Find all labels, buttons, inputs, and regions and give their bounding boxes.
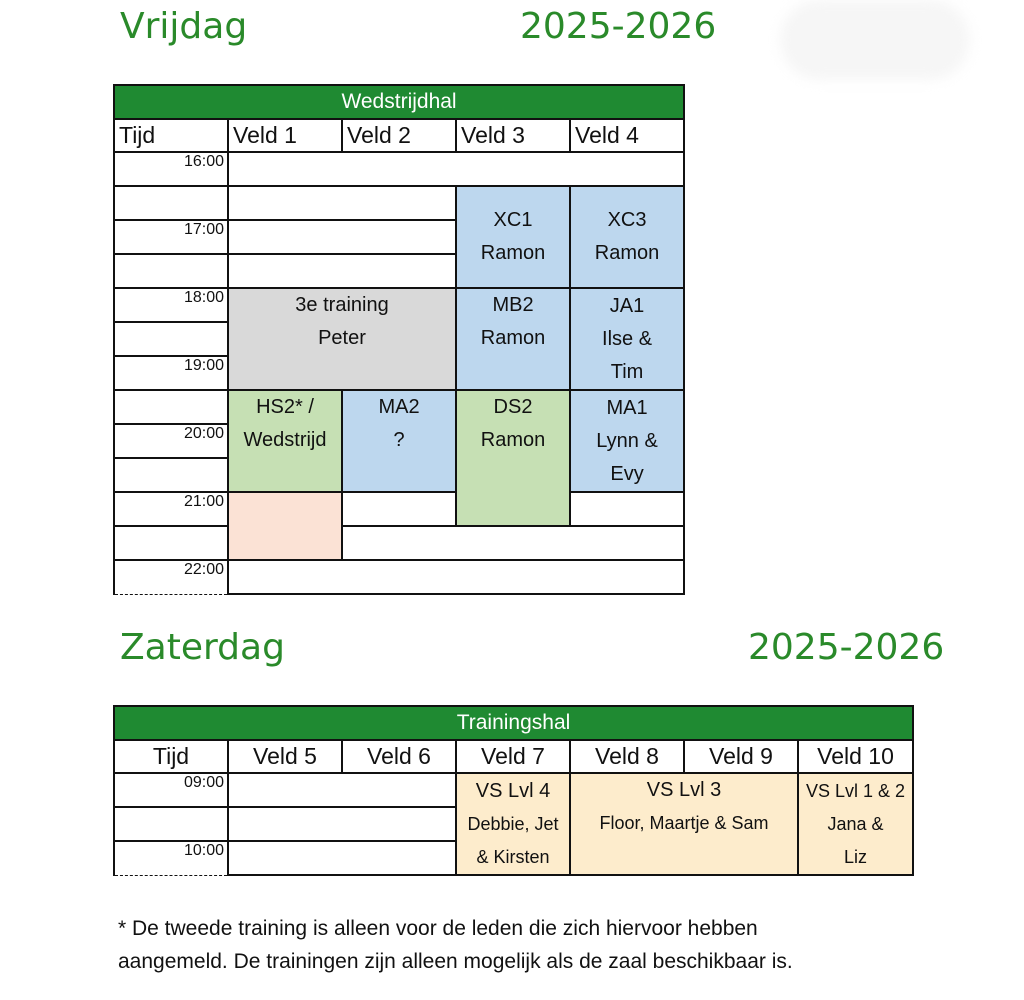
time-label: 21:00 — [114, 492, 228, 526]
col-veld-6: Veld 6 — [342, 740, 456, 773]
time-label: 17:00 — [114, 220, 228, 254]
time-label — [114, 390, 228, 424]
block-hs2-note: Wedstrijd — [243, 429, 327, 451]
friday-season: 2025-2026 — [520, 6, 717, 47]
empty-slot — [342, 526, 684, 560]
block-vs-lvl-3-group: VS Lvl 3 — [646, 779, 722, 801]
time-label: 09:00 — [114, 773, 228, 807]
hall-title-trainingshal: Trainingshal — [114, 706, 913, 740]
saturday-season: 2025-2026 — [748, 627, 945, 668]
block-ds2-trainer: Ramon — [480, 429, 546, 451]
block-ma1-trainer-2: Evy — [610, 462, 644, 485]
col-veld-5: Veld 5 — [228, 740, 342, 773]
block-ds2 — [456, 390, 570, 526]
time-label: 16:00 — [114, 152, 228, 186]
col-tijd: Tijd — [114, 740, 228, 773]
block-xc1 — [456, 186, 570, 288]
block-vs-lvl-4-group: VS Lvl 4 — [475, 779, 551, 802]
footnote — [118, 912, 938, 978]
time-label — [114, 458, 228, 492]
block-ma1 — [570, 390, 684, 492]
col-veld-10: Veld 10 — [798, 740, 913, 773]
block-ja1-trainer: Ilse & — [602, 327, 653, 350]
block-ma1-group: MA1 — [606, 396, 648, 419]
empty-slot-peach — [228, 492, 342, 560]
empty-slot — [228, 560, 684, 594]
block-vs-lvl-1-2-trainer: Jana & — [827, 813, 884, 834]
block-vs-lvl-1-2-trainer-2: Liz — [844, 846, 868, 867]
block-vs-lvl-1-2 — [798, 773, 913, 875]
time-label: 22:00 — [114, 560, 228, 594]
time-label: 18:00 — [114, 288, 228, 322]
col-veld-4: Veld 4 — [570, 119, 684, 152]
block-ds2-group: DS2 — [493, 396, 533, 418]
block-xc1-group: XC1 — [493, 209, 533, 231]
block-ma2-group: MA2 — [378, 396, 420, 418]
block-ma2 — [342, 390, 456, 492]
time-label — [114, 322, 228, 356]
friday-title: Vrijdag — [120, 6, 248, 47]
block-3e-training-trainer: Peter — [318, 327, 366, 349]
col-veld-1: Veld 1 — [228, 119, 342, 152]
time-label: 10:00 — [114, 841, 228, 875]
empty-slot — [228, 186, 456, 220]
block-mb2 — [456, 288, 570, 390]
col-tijd: Tijd — [114, 119, 228, 152]
block-hs2 — [228, 390, 342, 492]
saturday-schedule-table — [113, 705, 914, 876]
block-ja1-trainer-2: Tim — [610, 360, 644, 383]
time-label — [114, 807, 228, 841]
block-xc3 — [570, 186, 684, 288]
empty-slot — [228, 254, 456, 288]
block-vs-lvl-3-trainer: Floor, Maartje & Sam — [599, 813, 769, 833]
time-label — [114, 526, 228, 560]
block-mb2-group: MB2 — [492, 294, 534, 316]
block-xc3-group: XC3 — [607, 209, 647, 231]
empty-slot — [228, 152, 684, 186]
time-label — [114, 254, 228, 288]
block-3e-training-group: 3e training — [295, 294, 389, 316]
empty-slot — [570, 492, 684, 526]
time-label: 19:00 — [114, 356, 228, 390]
empty-slot — [228, 773, 456, 807]
empty-slot — [228, 807, 456, 841]
footnote-line-1: * De tweede training is alleen voor de leden die zich hiervoor hebben — [118, 917, 758, 940]
block-mb2-trainer: Ramon — [480, 327, 546, 349]
block-ja1-group: JA1 — [609, 294, 645, 317]
logo-placeholder — [780, 0, 970, 80]
block-vs-lvl-4-trainer: Debbie, Jet — [467, 813, 559, 834]
time-label — [114, 186, 228, 220]
col-veld-2: Veld 2 — [342, 119, 456, 152]
empty-slot — [342, 492, 456, 526]
time-label: 20:00 — [114, 424, 228, 458]
col-veld-7: Veld 7 — [456, 740, 570, 773]
empty-slot — [228, 841, 456, 875]
friday-schedule-table — [113, 84, 685, 595]
col-veld-9: Veld 9 — [684, 740, 798, 773]
block-ma2-trainer: ? — [393, 429, 405, 451]
block-ja1 — [570, 288, 684, 390]
block-xc1-trainer: Ramon — [480, 242, 546, 264]
col-veld-3: Veld 3 — [456, 119, 570, 152]
col-veld-8: Veld 8 — [570, 740, 684, 773]
saturday-title: Zaterdag — [120, 627, 285, 668]
footnote-line-2: aangemeld. De trainingen zijn alleen mogelijk als de zaal beschikbaar is. — [118, 950, 793, 973]
block-vs-lvl-4-trainer-2: & Kirsten — [476, 846, 550, 867]
empty-slot — [228, 220, 456, 254]
block-xc3-trainer: Ramon — [594, 242, 660, 264]
block-ma1-trainer: Lynn & — [596, 429, 658, 452]
block-hs2-group: HS2* / — [256, 396, 314, 418]
hall-title-wedstrijdhal: Wedstrijdhal — [114, 85, 684, 119]
block-3e-training — [228, 288, 456, 390]
block-vs-lvl-4 — [456, 773, 570, 875]
block-vs-lvl-3 — [570, 773, 798, 875]
block-vs-lvl-1-2-group: VS Lvl 1 & 2 — [805, 780, 906, 801]
